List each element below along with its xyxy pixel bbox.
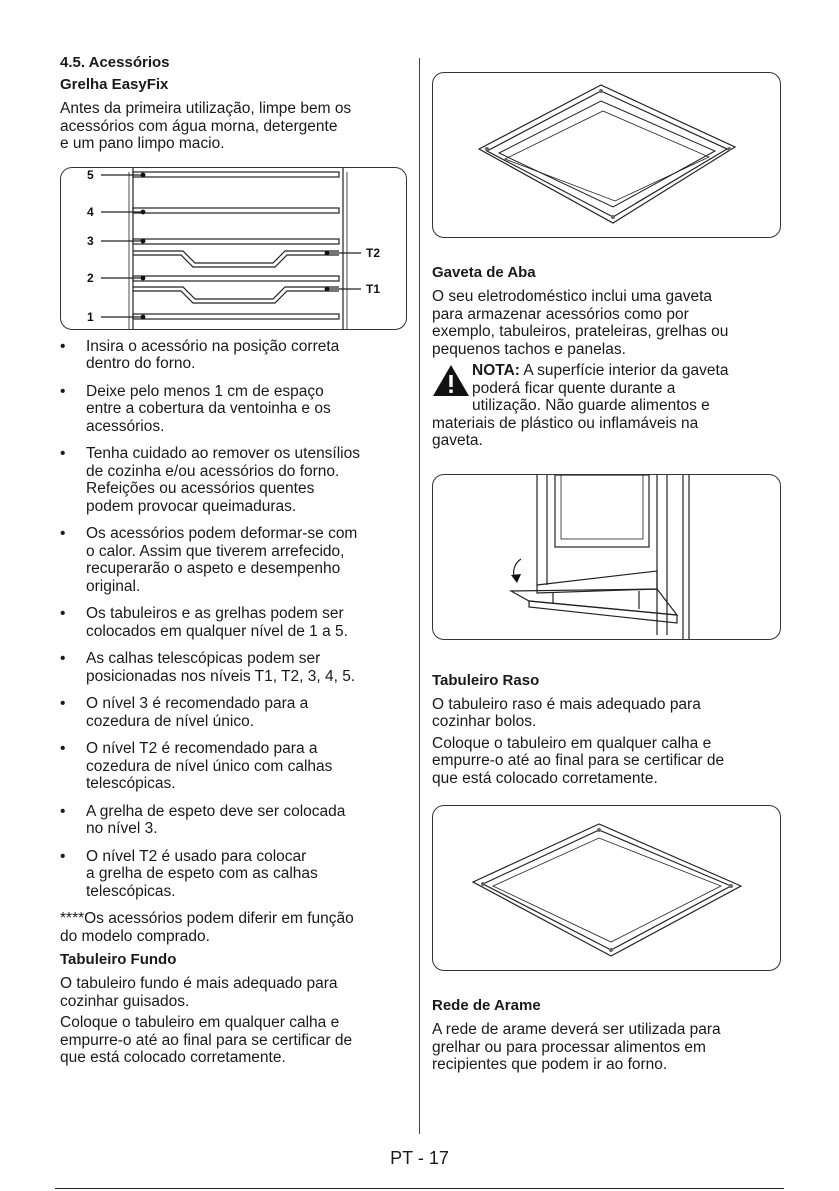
list-item: • O nível T2 é recomendado para a cozedura de nível único com calhas telescópicas. <box>60 740 333 792</box>
flat-tray-text-2: Coloque o tabuleiro em qualquer calha e empurre-o até ao final para se certificar de que está colocado corretamente. <box>432 734 725 787</box>
note-label: NOTA: <box>472 362 520 379</box>
drawer-title: Gaveta de Aba <box>432 264 536 281</box>
list-item: • Deixe pelo menos 1 cm de espaço entre a cobertura da ventoinha e os acessórios. <box>60 382 331 435</box>
footer-rule <box>55 1188 784 1189</box>
oven-levels-illustration <box>61 168 407 330</box>
usage-bullet-list <box>60 338 410 901</box>
deep-tray-illustration <box>433 73 781 238</box>
drawer-text: O seu eletrodoméstico inclui uma gaveta para armazenar acessórios como por exemplo, tabuleiros, prateleiras, grelhas ou pequenos tachos e panelas. <box>432 288 729 358</box>
grid-title: Grelha EasyFix <box>60 76 169 93</box>
level-label-t2: T2 <box>366 245 381 260</box>
deep-tray-text-1: O tabuleiro fundo é mais adequado para cozinhar guisados. <box>60 975 338 1010</box>
wire-rack-title: Rede de Arame <box>432 997 541 1014</box>
list-item: • Tenha cuidado ao remover os utensílios de cozinha e/ou acessórios do forno. Refeições ou acessórios quentes podem provocar queimaduras. <box>60 445 360 515</box>
drawer-image <box>432 474 781 640</box>
flat-tray-title: Tabuleiro Raso <box>432 671 540 689</box>
deep-tray-text-2: Coloque o tabuleiro em qualquer calha e empurre-o até ao final para se certificar de que está colocado corretamente. <box>60 1014 353 1066</box>
list-item: • Os acessórios podem deformar-se com o calor. Assim que tiverem arrefecido, recuperarão o aspeto e desempenho original. <box>60 525 358 595</box>
level-label-5: 5 <box>87 167 94 182</box>
list-item: • Os tabuleiros e as grelhas podem ser colocados em qualquer nível de 1 a 5. <box>60 605 348 640</box>
level-label-t1: T1 <box>366 281 381 296</box>
flat-tray-illustration <box>433 806 781 971</box>
section-title: 4.5. Acessórios <box>60 54 170 71</box>
list-item: • Insira o acessório na posição correta dentro do forno. <box>60 337 340 372</box>
flat-tray-image <box>432 805 781 971</box>
intro-text: Antes da primeira utilização, limpe bem os acessórios com água morna, detergente e um pano limpo macio. <box>60 100 352 152</box>
level-label-2: 2 <box>87 270 94 285</box>
deep-tray-title: Tabuleiro Fundo <box>60 951 177 968</box>
drawer-illustration <box>433 475 781 640</box>
level-label-3: 3 <box>87 233 94 248</box>
disclaimer-text: ****Os acessórios podem diferir em função do modelo comprado. <box>60 910 354 945</box>
oven-levels-diagram <box>60 167 407 330</box>
left-column <box>60 52 410 1067</box>
page-number: PT - 17 <box>390 1148 449 1168</box>
column-divider <box>419 58 420 1134</box>
list-item: • A grelha de espeto deve ser colocada no nível 3. <box>60 802 346 837</box>
wire-rack-text: A rede de arame deverá ser utilizada para grelhar ou para processar alimentos em recipientes que podem ir ao forno. <box>432 1021 721 1073</box>
list-item: • As calhas telescópicas podem ser posicionadas nos níveis T1, T2, 3, 4, 5. <box>60 650 356 685</box>
level-label-4: 4 <box>87 204 94 219</box>
flat-tray-text-1: O tabuleiro raso é mais adequado para cozinhar bolos. <box>432 695 701 730</box>
right-column <box>432 72 782 1074</box>
drawer-note: NOTA: A superfície interior da gaveta poderá ficar quente durante a utilização. Não guarde alimentos e materiais de plástico ou inflamáveis na gaveta. <box>432 362 729 449</box>
warning-icon <box>432 364 472 398</box>
deep-tray-image <box>432 72 781 238</box>
list-item: • O nível T2 é usado para colocar a grelha de espeto com as calhas telescópicas. <box>60 847 318 900</box>
level-label-1: 1 <box>87 309 94 324</box>
list-item: • O nível 3 é recomendado para a cozedura de nível único. <box>60 695 309 730</box>
